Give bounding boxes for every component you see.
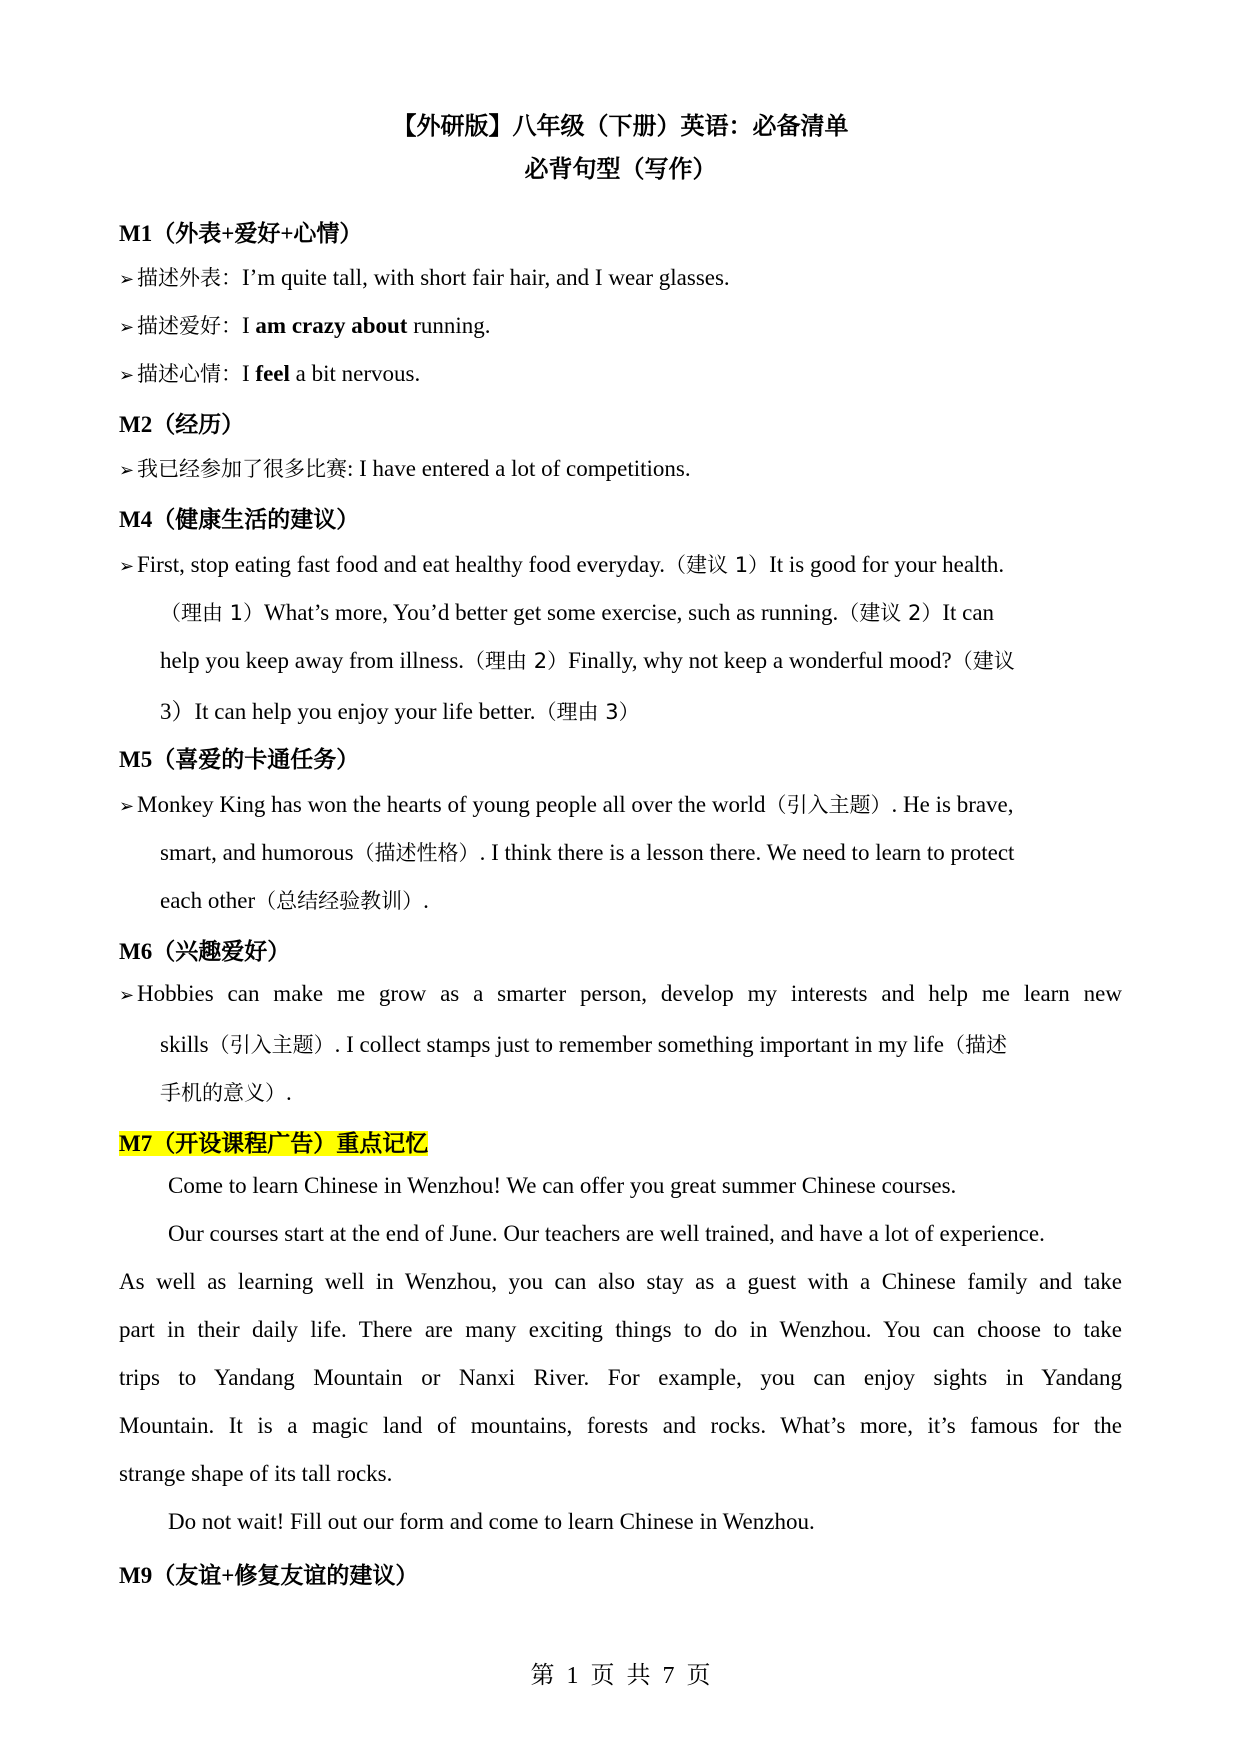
paragraph-line: Our courses start at the end of June. Our teachers are well trained, and have a lot of experience.: [168, 1221, 1045, 1246]
text-line: （理由 1）What’s more, You’d better get some exercise, such as running.（建议 2）It can: [160, 600, 995, 625]
list-item: ➢ Monkey King has won the hearts of young people all over the world（引入主题）. He is brave,: [119, 792, 1014, 817]
section-heading-m9: M9（友谊+修复友谊的建议）: [119, 1563, 419, 1588]
text-line: skills（引入主题）. I collect stamps just to remember something important in my life（描述: [160, 1032, 1007, 1057]
document-title: 【外研版】八年级（下册）英语：必备清单: [392, 114, 849, 140]
bullet-arrow-icon: ➢: [119, 985, 135, 1005]
bullet-arrow-icon: ➢: [119, 796, 135, 816]
list-item: ➢ 描述外表：I’m quite tall, with short fair hair, and I wear glasses.: [119, 265, 730, 290]
paragraph-line: strange shape of its tall rocks.: [119, 1461, 393, 1486]
text-line: 3）It can help you enjoy your life better.（理由 3）: [160, 699, 640, 724]
text-line: 手机的意义）.: [160, 1080, 292, 1105]
list-item: ➢ 描述爱好：I am crazy about running.: [119, 313, 491, 338]
section-heading-m6: M6（兴趣爱好）: [119, 939, 291, 964]
paragraph-line: trips to Yandang Mountain or Nanxi River. For example, you can enjoy sights in Yandang: [119, 1365, 1122, 1390]
section-heading-m1: M1（外表+爱好+心情）: [119, 221, 363, 246]
bullet-arrow-icon: ➢: [119, 460, 135, 480]
paragraph-line: Do not wait! Fill out our form and come to learn Chinese in Wenzhou.: [168, 1509, 815, 1534]
text-line: help you keep away from illness.（理由 2）Finally, why not keep a wonderful mood?（建议: [160, 648, 1015, 673]
section-heading-m5: M5（喜爱的卡通任务）: [119, 747, 360, 772]
bullet-arrow-icon: ➢: [119, 269, 135, 289]
bullet-arrow-icon: ➢: [119, 556, 135, 576]
section-heading-m7: [119, 1125, 428, 1158]
document-subtitle: 必背句型（写作）: [524, 157, 717, 183]
page-footer: 第 1 页 共 7 页: [530, 1663, 711, 1689]
text-line: smart, and humorous（描述性格）. I think there is a lesson there. We need to learn to protect: [160, 840, 1015, 865]
text-line: each other（总结经验教训）.: [160, 888, 429, 913]
section-heading-m2: M2（经历）: [119, 412, 245, 437]
list-item: ➢ First, stop eating fast food and eat healthy food everyday.（建议 1）It is good for your health.: [119, 552, 1005, 577]
bullet-arrow-icon: ➢: [119, 317, 135, 337]
section-heading-m4: M4（健康生活的建议）: [119, 507, 360, 532]
bullet-arrow-icon: ➢: [119, 365, 135, 385]
paragraph-line: Mountain. It is a magic land of mountains, forests and rocks. What’s more, it’s famous for the: [119, 1413, 1122, 1438]
list-item: ➢ Hobbies can make me grow as a smarter person, develop my interests and help me learn new: [119, 981, 1122, 1006]
highlighted-heading: M7（开设课程广告）重点记忆: [119, 1131, 429, 1156]
list-item: ➢ 描述心情：I feel a bit nervous.: [119, 361, 421, 386]
paragraph-line: part in their daily life. There are many exciting things to do in Wenzhou. You can choose to take: [119, 1317, 1122, 1342]
list-item: ➢ 我已经参加了很多比赛: I have entered a lot of competitions.: [119, 456, 691, 481]
paragraph-line: As well as learning well in Wenzhou, you can also stay as a guest with a Chinese family and take: [119, 1269, 1122, 1294]
paragraph-line: Come to learn Chinese in Wenzhou! We can offer you great summer Chinese courses.: [168, 1173, 957, 1198]
